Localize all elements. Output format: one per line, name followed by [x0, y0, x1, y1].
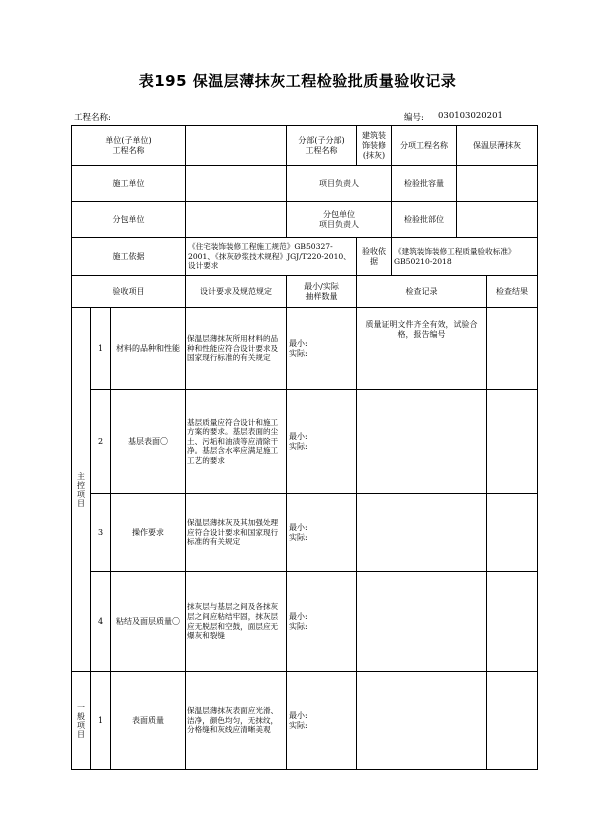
acceptance-basis-value: 《建筑装饰装修工程质量验收标准》GB50210-2018: [392, 238, 538, 276]
construction-basis-value: 《住宅装饰装修工程施工规范》GB50327-2001、《抹灰砂浆技术规程》JGJ/T220-2010、设计要求: [186, 238, 357, 276]
project-name-label: 工程名称:: [74, 113, 111, 123]
general-section-label: 一般项目: [72, 672, 91, 770]
page-title: 表195 保温层薄抹灰工程检验批质量验收记录: [138, 72, 457, 90]
subsection-label: 分部(子分部) 工程名称: [287, 126, 357, 166]
unit-name-value[interactable]: [186, 126, 287, 166]
row-result[interactable]: [487, 494, 538, 572]
item-project-label: 分项工程名称: [392, 126, 457, 166]
row-sampling[interactable]: 最小: 实际:: [287, 672, 357, 770]
row-number: 3: [91, 494, 111, 572]
row-sampling[interactable]: 最小: 实际:: [287, 494, 357, 572]
row-item-name: 操作要求: [111, 494, 186, 572]
project-leader-label: 项目负责人: [287, 166, 392, 202]
subcontract-unit-label: 分包单位: [72, 202, 186, 238]
batch-location-label: 检验批部位: [392, 202, 457, 238]
subsection-value: 建筑装饰装修 (抹灰): [357, 126, 392, 166]
row-sampling[interactable]: 最小: 实际:: [287, 572, 357, 672]
table-row: [72, 390, 538, 494]
row-number: 1: [91, 308, 111, 390]
row-requirement: 保温层薄抹灰表面应光滑、洁净，颜色均匀，无抹纹，分格缝和灰线应清晰美观: [186, 672, 287, 770]
row-item-name: 基层表面〇: [111, 390, 186, 494]
number-value: 030103020201: [438, 111, 503, 121]
row-sampling[interactable]: 最小: 实际:: [287, 390, 357, 494]
construction-basis-label: 施工依据: [72, 238, 186, 276]
row-item-name: 粘结及面层质量〇: [111, 572, 186, 672]
row-record[interactable]: [357, 672, 487, 770]
row-record[interactable]: 质量证明文件齐全有效，试验合格，报告编号: [357, 308, 487, 390]
subcontract-unit-value[interactable]: [186, 202, 287, 238]
column-result: 检查结果: [487, 276, 538, 308]
row-number: 2: [91, 390, 111, 494]
row-record[interactable]: [357, 390, 487, 494]
row-record[interactable]: [357, 572, 487, 672]
batch-location-value[interactable]: [457, 202, 538, 238]
row-record[interactable]: [357, 494, 487, 572]
row-number: 4: [91, 572, 111, 672]
row-result[interactable]: [487, 572, 538, 672]
batch-capacity-label: 检验批容量: [392, 166, 457, 202]
inspection-table: [71, 125, 538, 770]
column-requirement: 设计要求及规范规定: [186, 276, 287, 308]
table-row: [72, 308, 538, 390]
number-label: 编号:: [404, 113, 424, 123]
column-record: 检查记录: [357, 276, 487, 308]
row-result[interactable]: [487, 390, 538, 494]
table-row: [72, 494, 538, 572]
subcontract-leader-label: 分包单位 项目负责人: [287, 202, 392, 238]
construction-unit-value[interactable]: [186, 166, 287, 202]
table-row: [72, 672, 538, 770]
item-project-value: 保温层薄抹灰: [457, 126, 538, 166]
batch-capacity-value[interactable]: [457, 166, 538, 202]
row-item-name: 表面质量: [111, 672, 186, 770]
row-requirement: 抹灰层与基层之间及各抹灰层之间应粘结牢固，抹灰层应无脱层和空鼓，面层应无爆灰和裂缝: [186, 572, 287, 672]
table-row: [72, 572, 538, 672]
row-result[interactable]: [487, 308, 538, 390]
row-result[interactable]: [487, 672, 538, 770]
main-control-section-label: 主控项目: [72, 308, 91, 672]
acceptance-basis-label: 验收依据: [357, 238, 392, 276]
construction-unit-label: 施工单位: [72, 166, 186, 202]
row-requirement: 保温层薄抹灰及其加强处理应符合设计要求和国家现行标准的有关规定: [186, 494, 287, 572]
row-requirement: 保温层薄抹灰所用材料的品种和性能应符合设计要求及国家现行标准的有关规定: [186, 308, 287, 390]
row-item-name: 材料的品种和性能: [111, 308, 186, 390]
unit-name-label: 单位(子单位) 工程名称: [72, 126, 186, 166]
row-requirement: 基层质量应符合设计和施工方案的要求。基层表面的尘土、污垢和油渍等应清除干净。基层含水率应满足施工工艺的要求: [186, 390, 287, 494]
column-sampling: 最小/实际 抽样数量: [287, 276, 357, 308]
column-item: 验收项目: [72, 276, 186, 308]
row-sampling[interactable]: 最小: 实际:: [287, 308, 357, 390]
row-number: 1: [91, 672, 111, 770]
